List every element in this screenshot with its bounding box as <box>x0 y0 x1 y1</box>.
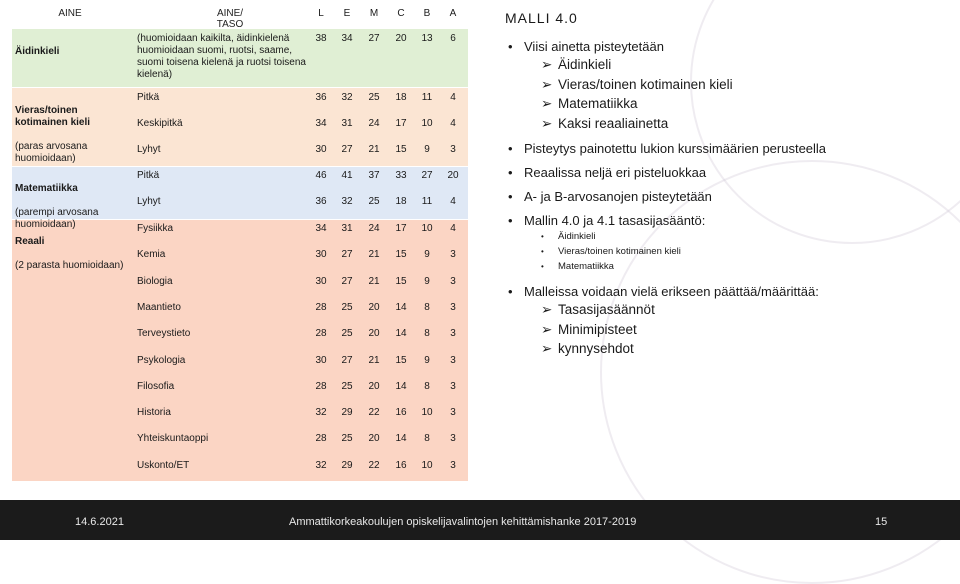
value-a: 3 <box>450 433 456 444</box>
bullet-text: Mallin 4.0 ja 4.1 tasasijasääntö: <box>524 213 706 228</box>
bullet-dot-icon: • <box>508 284 513 299</box>
value-a: 3 <box>450 460 456 471</box>
value-a: 3 <box>450 249 456 260</box>
value-c: 14 <box>395 381 407 392</box>
value-b: 8 <box>424 381 430 392</box>
value-m: 20 <box>368 302 380 313</box>
text-panel <box>505 10 945 359</box>
value-l: 28 <box>315 433 327 444</box>
bullet-text: Reaalissa neljä eri pisteluokkaa <box>524 165 707 180</box>
value-m: 21 <box>368 355 380 366</box>
value-e: 25 <box>341 302 353 313</box>
row-label: Uskonto/ET <box>137 460 190 471</box>
arrow-bullet-icon: ➢ <box>541 115 553 131</box>
value-c: 14 <box>395 302 407 313</box>
value-l: 36 <box>315 92 327 103</box>
header-grade-m: M <box>369 8 379 19</box>
value-e: 27 <box>341 249 353 260</box>
row-label: Terveystieto <box>137 328 191 339</box>
value-l: 30 <box>315 249 327 260</box>
sub-bullet <box>505 300 945 320</box>
row-label: Pitkä <box>137 170 160 181</box>
category-name: Reaali <box>15 236 45 247</box>
arrow-bullet-icon: ➢ <box>541 321 553 337</box>
value-b: 10 <box>421 223 433 234</box>
value-m: 27 <box>368 33 380 44</box>
value-b: 27 <box>421 170 433 181</box>
footer-date: 14.6.2021 <box>75 516 124 528</box>
sub-bullet <box>505 94 945 114</box>
arrow-bullet-icon: ➢ <box>541 57 553 72</box>
value-a: 3 <box>450 302 456 313</box>
bullet <box>505 283 945 300</box>
value-e: 31 <box>341 118 353 129</box>
value-b: 11 <box>421 196 433 207</box>
bullet-text: Viisi ainetta pisteytetään <box>524 39 664 54</box>
small-bullet <box>505 229 945 244</box>
value-c: 33 <box>395 170 407 181</box>
value-l: 28 <box>315 381 327 392</box>
sub-bullet-text: Äidinkieli <box>558 57 612 72</box>
value-a: 20 <box>447 170 459 181</box>
bullet <box>505 38 945 55</box>
value-m: 21 <box>368 276 380 287</box>
row-label: Maantieto <box>137 302 181 313</box>
value-l: 32 <box>315 407 327 418</box>
value-e: 25 <box>341 381 353 392</box>
value-b: 9 <box>424 355 430 366</box>
value-c: 15 <box>395 249 407 260</box>
value-b: 9 <box>424 249 430 260</box>
value-l: 38 <box>315 33 327 44</box>
value-b: 10 <box>421 407 433 418</box>
category-reaali <box>15 224 125 284</box>
row-label: Lyhyt <box>137 196 161 207</box>
sub-bullet-text: Vieras/toinen kotimainen kieli <box>558 76 733 92</box>
bullet <box>505 164 945 181</box>
bullet-dot-icon: • <box>541 262 544 271</box>
footer-bar <box>0 500 960 540</box>
header-grade-b: B <box>423 8 431 19</box>
bullet-dot-icon: • <box>508 39 513 54</box>
value-e: 25 <box>341 328 353 339</box>
row-label: (huomioidaan kaikilta, äidinkielenä huomioidaan suomi, ruotsi, saame, suomi toisena kielenä ja ruotsi toisena kielenä) <box>137 33 306 80</box>
category-note: (2 parasta huomioidaan) <box>15 260 124 271</box>
value-b: 10 <box>421 460 433 471</box>
bullet-dot-icon: • <box>541 232 544 241</box>
value-c: 14 <box>395 328 407 339</box>
sub-bullet-text: Matematiikka <box>558 96 638 111</box>
row-label: Historia <box>137 407 171 418</box>
sub-bullet-text: kynnysehdot <box>558 341 634 356</box>
sub-bullet <box>505 320 945 340</box>
sub-bullet <box>505 75 945 95</box>
value-c: 20 <box>395 33 407 44</box>
category-vieras <box>15 93 125 177</box>
bullet-dot-icon: • <box>508 141 513 156</box>
value-l: 34 <box>315 118 327 129</box>
value-e: 29 <box>341 407 353 418</box>
value-m: 22 <box>368 407 380 418</box>
value-l: 28 <box>315 328 327 339</box>
value-e: 32 <box>341 92 353 103</box>
value-m: 20 <box>368 433 380 444</box>
bullet <box>505 140 945 157</box>
sub-bullet-text: Minimipisteet <box>558 321 637 337</box>
row-label: Biologia <box>137 276 173 287</box>
header-grade-a: A <box>449 8 457 19</box>
value-b: 10 <box>421 118 433 129</box>
value-a: 3 <box>450 276 456 287</box>
value-l: 46 <box>315 170 327 181</box>
value-l: 30 <box>315 144 327 155</box>
value-a: 4 <box>450 196 456 207</box>
value-m: 21 <box>368 249 380 260</box>
small-bullet <box>505 244 945 259</box>
bullet <box>505 188 945 205</box>
value-l: 36 <box>315 196 327 207</box>
value-c: 14 <box>395 433 407 444</box>
value-m: 20 <box>368 381 380 392</box>
value-l: 30 <box>315 276 327 287</box>
value-c: 15 <box>395 144 407 155</box>
arrow-bullet-icon: ➢ <box>541 341 553 356</box>
row-label: Fysiikka <box>137 223 174 234</box>
value-m: 24 <box>368 223 380 234</box>
bullet-dot-icon: • <box>541 247 544 256</box>
row-label: Yhteiskuntaoppi <box>137 433 209 444</box>
bullet-dot-icon: • <box>508 165 513 180</box>
footer-project: Ammattikorkeakoulujen opiskelijavalintojen kehittämishanke 2017-2019 <box>289 516 637 528</box>
value-b: 8 <box>424 328 430 339</box>
row-label: Psykologia <box>137 355 186 366</box>
value-b: 13 <box>421 33 433 44</box>
small-bullet-text: Matematiikka <box>558 261 614 272</box>
value-b: 9 <box>424 144 430 155</box>
small-bullet <box>505 259 945 274</box>
value-b: 8 <box>424 433 430 444</box>
value-a: 6 <box>450 33 456 44</box>
value-c: 15 <box>395 355 407 366</box>
value-l: 28 <box>315 302 327 313</box>
value-m: 24 <box>368 118 380 129</box>
value-a: 3 <box>450 407 456 418</box>
value-e: 27 <box>341 276 353 287</box>
value-e: 31 <box>341 223 353 234</box>
small-bullet-text: Vieras/toinen kotimainen kieli <box>558 246 681 257</box>
page-number: 15 <box>875 516 888 528</box>
sub-bullet-text: Kaksi reaaliainetta <box>558 115 669 131</box>
value-c: 18 <box>395 92 407 103</box>
value-a: 3 <box>450 381 456 392</box>
value-a: 3 <box>450 144 456 155</box>
value-b: 8 <box>424 302 430 313</box>
value-e: 34 <box>341 33 353 44</box>
value-a: 3 <box>450 355 456 366</box>
category-note: (paras arvosana huomioidaan) <box>15 141 88 164</box>
row-label: Keskipitkä <box>137 118 183 129</box>
value-a: 4 <box>450 223 456 234</box>
header-aine-taso: AINE/ TASO <box>216 8 244 30</box>
header-grade-e: E <box>343 8 351 19</box>
category-note: (parempi arvosana huomioidaan) <box>15 207 99 230</box>
category-name: Matematiikka <box>15 183 78 194</box>
value-e: 27 <box>341 355 353 366</box>
sub-bullet-text: Tasasijasäännöt <box>558 302 655 317</box>
bullet <box>505 212 945 229</box>
value-e: 41 <box>341 170 353 181</box>
arrow-bullet-icon: ➢ <box>541 302 553 317</box>
value-m: 25 <box>368 92 380 103</box>
value-m: 25 <box>368 196 380 207</box>
small-bullet-text: Äidinkieli <box>558 231 596 242</box>
value-a: 3 <box>450 328 456 339</box>
value-c: 16 <box>395 460 407 471</box>
sub-bullet <box>505 114 945 134</box>
value-e: 25 <box>341 433 353 444</box>
value-c: 18 <box>395 196 407 207</box>
bullet-text: Malleissa voidaan vielä erikseen päättää/määrittää: <box>524 284 819 299</box>
row-label: Lyhyt <box>137 144 161 155</box>
row-label: Pitkä <box>137 92 160 103</box>
value-a: 4 <box>450 92 456 103</box>
category-aidinkieli <box>15 34 125 58</box>
bullet-text: Pisteytys painotettu lukion kurssimäärien perusteella <box>524 141 827 156</box>
value-c: 17 <box>395 223 407 234</box>
value-m: 21 <box>368 144 380 155</box>
header-aine: AINE <box>58 8 82 19</box>
value-l: 34 <box>315 223 327 234</box>
value-e: 29 <box>341 460 353 471</box>
slide-title: MALLI 4.0 <box>505 10 578 26</box>
header-grade-c: C <box>397 8 405 19</box>
sub-bullet <box>505 339 945 359</box>
header-grade-l: L <box>318 8 324 19</box>
category-name: Äidinkieli <box>15 46 60 57</box>
bullet-text: A- ja B-arvosanojen pisteytetään <box>524 189 712 204</box>
bullet-dot-icon: • <box>508 189 513 204</box>
row-label: Filosofia <box>137 381 175 392</box>
value-l: 32 <box>315 460 327 471</box>
value-a: 4 <box>450 118 456 129</box>
bullet-dot-icon: • <box>508 213 513 228</box>
value-c: 17 <box>395 118 407 129</box>
value-c: 16 <box>395 407 407 418</box>
value-b: 9 <box>424 276 430 287</box>
sub-bullet <box>505 55 945 75</box>
row-label: Kemia <box>137 249 166 260</box>
value-c: 15 <box>395 276 407 287</box>
category-name: Vieras/toinen kotimainen kieli <box>15 105 91 128</box>
arrow-bullet-icon: ➢ <box>541 96 553 111</box>
value-m: 20 <box>368 328 380 339</box>
value-e: 27 <box>341 144 353 155</box>
value-m: 22 <box>368 460 380 471</box>
value-m: 37 <box>368 170 380 181</box>
arrow-bullet-icon: ➢ <box>541 76 553 92</box>
value-b: 11 <box>421 92 433 103</box>
value-e: 32 <box>341 196 353 207</box>
value-l: 30 <box>315 355 327 366</box>
